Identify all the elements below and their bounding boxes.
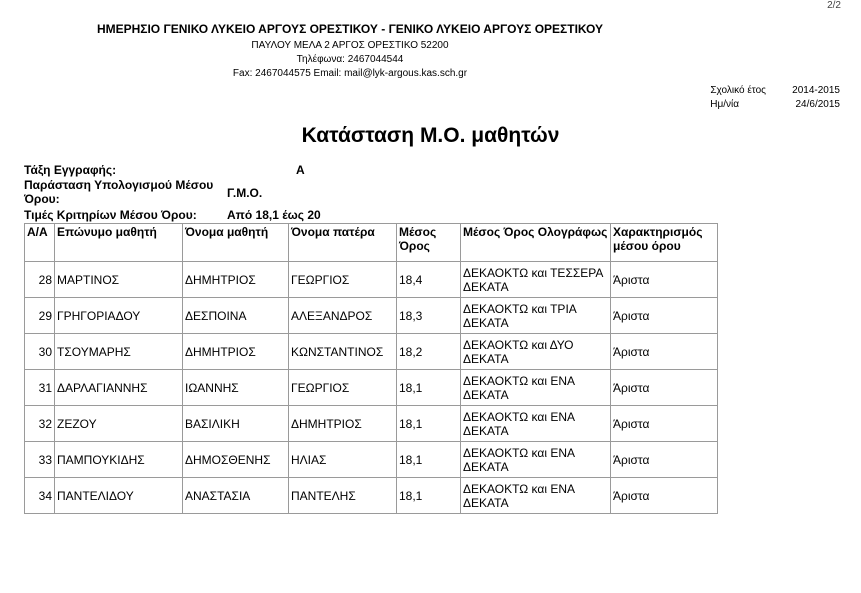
cell-avg-words: ΔΕΚΑΟΚΤΩ και ΕΝΑ ΔΕΚΑΤΑ xyxy=(461,478,611,514)
cell-father: ΠΑΝΤΕΛΗΣ xyxy=(289,478,397,514)
cell-avg: 18,1 xyxy=(397,406,461,442)
cell-characterization: Άριστα xyxy=(611,334,718,370)
date-label: Ημ/νία xyxy=(710,99,739,110)
cell-surname: ΤΣΟΥΜΑΡΗΣ xyxy=(55,334,183,370)
cell-avg-words: ΔΕΚΑΟΚΤΩ και ΔΥΟ ΔΕΚΑΤΑ xyxy=(461,334,611,370)
cell-avg-words: ΔΕΚΑΟΚΤΩ και ΕΝΑ ΔΕΚΑΤΑ xyxy=(461,406,611,442)
cell-name: ΔΕΣΠΟΙΝΑ xyxy=(183,298,289,334)
cell-aa: 28 xyxy=(25,262,55,298)
header-avg-words: Μέσος Όρος Ολογράφως xyxy=(461,224,611,262)
cell-avg: 18,1 xyxy=(397,370,461,406)
class-label: Τάξη Εγγραφής: xyxy=(24,163,117,177)
cell-characterization: Άριστα xyxy=(611,478,718,514)
criteria-value: Από 18,1 έως 20 xyxy=(227,208,321,222)
cell-name: ΒΑΣΙΛΙΚΗ xyxy=(183,406,289,442)
cell-characterization: Άριστα xyxy=(611,262,718,298)
cell-father: ΔΗΜΗΤΡΙΟΣ xyxy=(289,406,397,442)
table-header-row xyxy=(25,224,718,262)
cell-avg-words: ΔΕΚΑΟΚΤΩ και ΤΕΣΣΕΡΑ ΔΕΚΑΤΑ xyxy=(461,262,611,298)
header-characterization: Χαρακτηρισμός μέσου όρου xyxy=(611,224,718,262)
header-father: Όνομα πατέρα xyxy=(289,224,397,262)
cell-avg: 18,2 xyxy=(397,334,461,370)
cell-aa: 34 xyxy=(25,478,55,514)
cell-name: ΔΗΜΗΤΡΙΟΣ xyxy=(183,262,289,298)
school-address: ΠΑΥΛΟΥ ΜΕΛΑ 2 ΑΡΓΟΣ ΟΡΕΣΤΙΚΟ 52200 xyxy=(251,40,449,51)
cell-aa: 30 xyxy=(25,334,55,370)
cell-surname: ΓΡΗΓΟΡΙΑΔΟΥ xyxy=(55,298,183,334)
cell-characterization: Άριστα xyxy=(611,298,718,334)
page-number: 2/2 xyxy=(827,0,841,11)
school-year-value: 2014-2015 xyxy=(792,85,840,96)
cell-surname: ΜΑΡΤΙΝΟΣ xyxy=(55,262,183,298)
cell-surname: ΠΑΝΤΕΛΙΔΟΥ xyxy=(55,478,183,514)
class-value: Α xyxy=(296,163,305,177)
cell-name: ΙΩΑΝΝΗΣ xyxy=(183,370,289,406)
table-row xyxy=(25,262,718,298)
calc-method-value: Γ.Μ.Ο. xyxy=(227,186,263,200)
cell-father: ΑΛΕΞΑΝΔΡΟΣ xyxy=(289,298,397,334)
cell-characterization: Άριστα xyxy=(611,406,718,442)
cell-avg-words: ΔΕΚΑΟΚΤΩ και ΕΝΑ ΔΕΚΑΤΑ xyxy=(461,442,611,478)
cell-avg: 18,4 xyxy=(397,262,461,298)
cell-avg: 18,1 xyxy=(397,478,461,514)
cell-father: ΗΛΙΑΣ xyxy=(289,442,397,478)
cell-surname: ΠΑΜΠΟΥΚΙΔΗΣ xyxy=(55,442,183,478)
cell-surname: ΖΕΖΟΥ xyxy=(55,406,183,442)
cell-aa: 31 xyxy=(25,370,55,406)
students-table xyxy=(24,223,718,514)
cell-name: ΑΝΑΣΤΑΣΙΑ xyxy=(183,478,289,514)
cell-aa: 29 xyxy=(25,298,55,334)
header-name: Όνομα μαθητή xyxy=(183,224,289,262)
cell-avg-words: ΔΕΚΑΟΚΤΩ και ΕΝΑ ΔΕΚΑΤΑ xyxy=(461,370,611,406)
criteria-label: Τιμές Κριτηρίων Μέσου Όρου: xyxy=(24,208,197,222)
school-year-label: Σχολικό έτος xyxy=(710,85,766,96)
table-row xyxy=(25,442,718,478)
table-row xyxy=(25,478,718,514)
cell-surname: ΔΑΡΛΑΓΙΑΝΝΗΣ xyxy=(55,370,183,406)
cell-name: ΔΗΜΟΣΘΕΝΗΣ xyxy=(183,442,289,478)
table-row xyxy=(25,298,718,334)
school-phone: Τηλέφωνα: 2467044544 xyxy=(296,54,404,65)
date-value: 24/6/2015 xyxy=(795,99,840,110)
header-surname: Επώνυμο μαθητή xyxy=(55,224,183,262)
header-aa: Α/Α xyxy=(25,224,55,262)
table-row xyxy=(25,406,718,442)
school-name: ΗΜΕΡΗΣΙΟ ΓΕΝΙΚΟ ΛΥΚΕΙΟ ΑΡΓΟΥΣ ΟΡΕΣΤΙΚΟΥ - ΓΕΝΙΚΟ ΛΥΚΕΙΟ ΑΡΓΟΥΣ ΟΡΕΣΤΙΚΟΥ xyxy=(96,22,604,36)
cell-name: ΔΗΜΗΤΡΙΟΣ xyxy=(183,334,289,370)
cell-avg: 18,1 xyxy=(397,442,461,478)
cell-avg-words: ΔΕΚΑΟΚΤΩ και ΤΡΙΑ ΔΕΚΑΤΑ xyxy=(461,298,611,334)
cell-father: ΓΕΩΡΓΙΟΣ xyxy=(289,262,397,298)
calc-method-label: Παράσταση Υπολογισμού Μέσου Όρου: xyxy=(24,178,214,206)
table-row xyxy=(25,334,718,370)
cell-aa: 33 xyxy=(25,442,55,478)
cell-aa: 32 xyxy=(25,406,55,442)
cell-avg: 18,3 xyxy=(397,298,461,334)
header-avg: Μέσος Όρος xyxy=(397,224,461,262)
table-row xyxy=(25,370,718,406)
cell-father: ΚΩΝΣΤΑΝΤΙΝΟΣ xyxy=(289,334,397,370)
cell-characterization: Άριστα xyxy=(611,370,718,406)
school-fax-email: Fax: 2467044575 Email: mail@lyk-argous.kas.sch.gr xyxy=(232,68,468,79)
document-title: Κατάσταση Μ.Ο. μαθητών xyxy=(301,124,560,147)
cell-father: ΓΕΩΡΓΙΟΣ xyxy=(289,370,397,406)
cell-characterization: Άριστα xyxy=(611,442,718,478)
